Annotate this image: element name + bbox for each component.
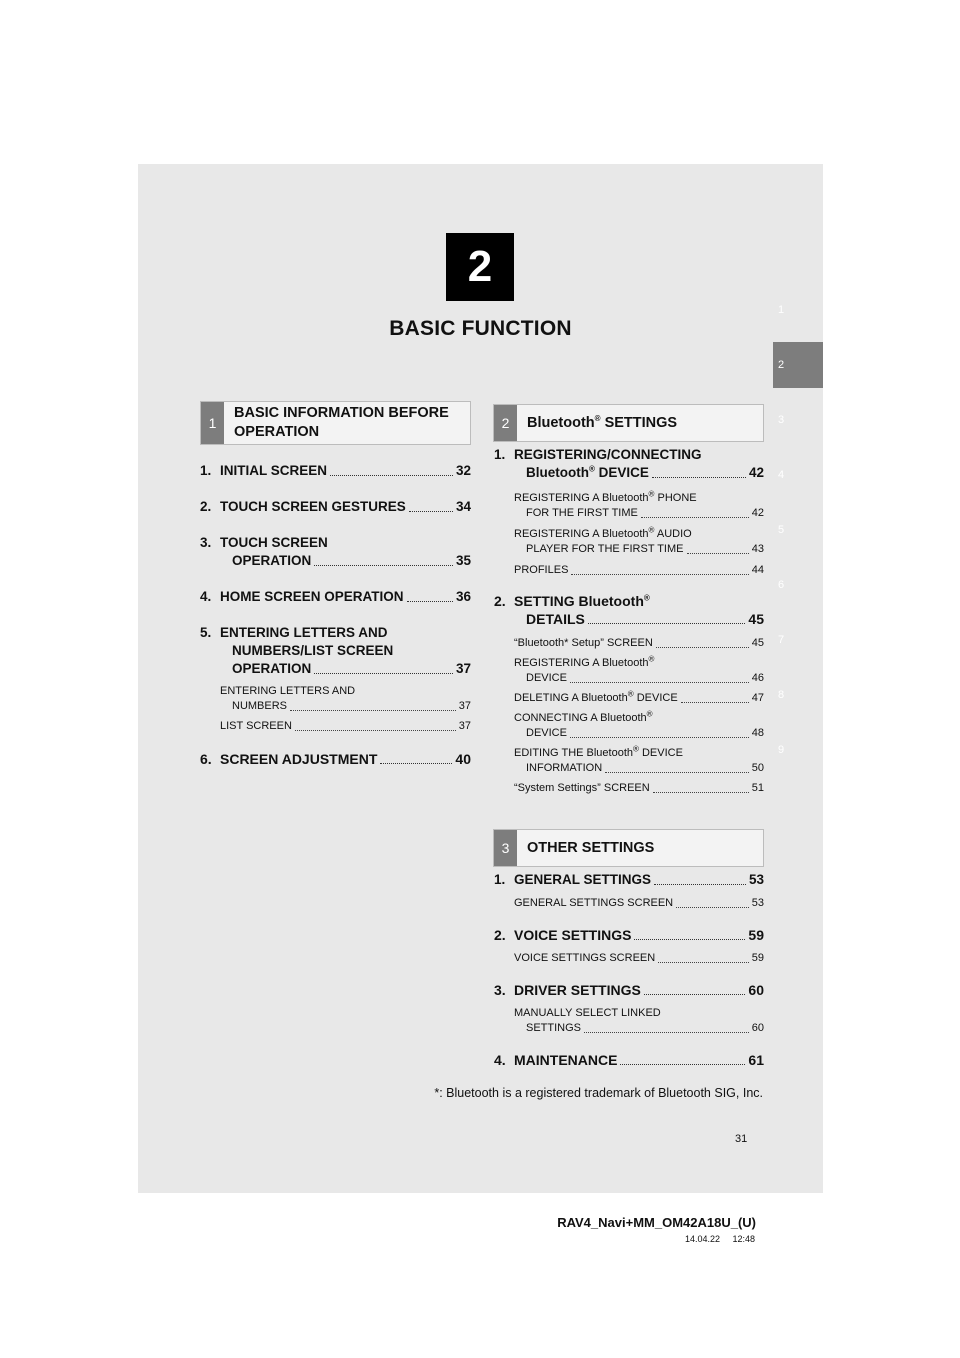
toc-entry[interactable]: 5. ENTERING LETTERS AND NUMBERS/LIST SCREEN OPERATION 37 (200, 625, 471, 676)
toc-entry[interactable]: 6. SCREEN ADJUSTMENT 40 (200, 751, 471, 767)
toc-entry[interactable]: 2. TOUCH SCREEN GESTURES 34 (200, 499, 471, 514)
toc-entry[interactable]: 1. GENERAL SETTINGS 53 (494, 872, 764, 887)
toc-subentry[interactable]: REGISTERING A Bluetooth® DEVICE 46 (514, 654, 764, 684)
section-title: BASIC INFORMATION BEFORE OPERATION (234, 405, 449, 440)
toc-subentry[interactable]: LIST SCREEN 37 (220, 720, 471, 732)
section-number: 3 (494, 830, 517, 866)
section-number: 1 (201, 402, 224, 444)
toc-entry[interactable]: 3. TOUCH SCREEN OPERATION 35 (200, 535, 471, 568)
toc-entry[interactable]: 1. INITIAL SCREEN 32 (200, 463, 471, 478)
chapter-tab-9[interactable]: 9 (773, 727, 823, 773)
section-header-3 (493, 829, 764, 867)
toc-subentry[interactable]: ENTERING LETTERS AND NUMBERS 37 (220, 685, 471, 712)
section-title: OTHER SETTINGS (527, 839, 655, 856)
page-number: 31 (735, 1133, 748, 1145)
chapter-tab-4[interactable]: 4 (773, 452, 823, 498)
chapter-number-box (446, 233, 514, 301)
toc-subentry[interactable]: “Bluetooth* Setup” SCREEN 45 (514, 637, 764, 649)
chapter-tab-5[interactable]: 5 (773, 507, 823, 553)
chapter-title: BASIC FUNCTION (389, 317, 572, 340)
toc-entry[interactable]: 4. MAINTENANCE 61 (494, 1052, 764, 1068)
chapter-number: 2 (467, 242, 493, 291)
chapter-tabs (773, 287, 823, 819)
section-title: Bluetooth® SETTINGS (527, 413, 678, 431)
section-3-entries (494, 871, 764, 1069)
toc-entry[interactable]: 3. DRIVER SETTINGS 60 (494, 982, 764, 998)
toc-entry[interactable]: 2. SETTING Bluetooth® DETAILS 45 (494, 593, 764, 627)
section-2-entries (494, 446, 764, 796)
footnote: *: Bluetooth is a registered trademark of Bluetooth SIG, Inc. (434, 1086, 763, 1100)
chapter-tab-1[interactable]: 1 (773, 287, 823, 333)
chapter-tab-6[interactable]: 6 (773, 562, 823, 608)
section-header-2 (493, 404, 764, 442)
chapter-tab-3[interactable]: 3 (773, 397, 823, 443)
document-timestamp: 14.04.22 12:48 (684, 1234, 755, 1244)
toc-subentry[interactable]: DELETING A Bluetooth® DEVICE 47 (514, 689, 764, 704)
toc-subentry[interactable]: REGISTERING A Bluetooth® AUDIO PLAYER FOR THE FIRST TIME 43 (514, 525, 764, 555)
toc-subentry[interactable]: VOICE SETTINGS SCREEN 59 (514, 952, 764, 964)
toc-subentry[interactable]: MANUALLY SELECT LINKED SETTINGS 60 (514, 1007, 764, 1034)
section-header-1 (200, 401, 471, 445)
chapter-tab-8[interactable]: 8 (773, 672, 823, 718)
chapter-tab-2[interactable]: 2 (773, 342, 823, 388)
toc-subentry[interactable]: PROFILES 44 (514, 564, 764, 576)
chapter-tab-7[interactable]: 7 (773, 617, 823, 663)
document-id: RAV4_Navi+MM_OM42A18U_(U) (557, 1215, 756, 1230)
section-1-entries (200, 462, 471, 768)
toc-subentry[interactable]: REGISTERING A Bluetooth® PHONE FOR THE FIRST TIME 42 (514, 489, 764, 519)
toc-subentry[interactable]: CONNECTING A Bluetooth® DEVICE 48 (514, 709, 764, 739)
toc-entry[interactable]: 1. REGISTERING/CONNECTING Bluetooth® DEVICE 42 (494, 447, 764, 480)
toc-subentry[interactable]: “System Settings” SCREEN 51 (514, 782, 764, 794)
toc-entry[interactable]: 2. VOICE SETTINGS 59 (494, 927, 764, 943)
chapter-tab-blank (773, 782, 823, 810)
toc-entry[interactable]: 4. HOME SCREEN OPERATION 36 (200, 589, 471, 604)
section-number: 2 (494, 405, 517, 441)
toc-subentry[interactable]: EDITING THE Bluetooth® DEVICE INFORMATION 50 (514, 744, 764, 774)
toc-subentry[interactable]: GENERAL SETTINGS SCREEN 53 (514, 897, 764, 909)
